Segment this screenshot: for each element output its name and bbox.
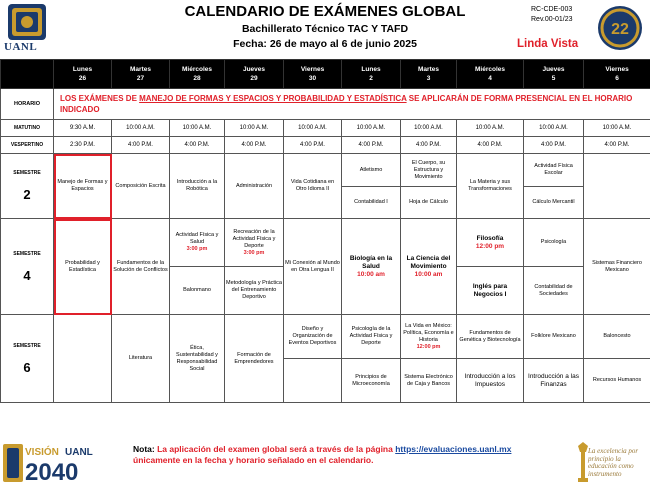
vision-uanl-word: UANL: [65, 447, 93, 458]
exam-cell: Baloncesto: [584, 315, 650, 359]
exam-cell: Balonmano: [170, 267, 225, 315]
exam-cell: Fundamentos de la Solución de Conflictos: [112, 219, 170, 315]
exam-cell: Biología en la Salud 10:00 am: [342, 219, 401, 315]
page-title: CALENDARIO DE EXÁMENES GLOBAL: [184, 3, 466, 20]
semester-4-row-a: [1, 219, 650, 267]
day-header-row: [1, 60, 650, 89]
time-cell: 10:00 A.M.: [342, 120, 401, 137]
vision-word: VISIÓN: [25, 447, 59, 458]
day-header: Lunes 26: [54, 60, 112, 89]
exam-cell: Formación de Emprendedores: [225, 315, 284, 403]
time-cell: 4:00 P.M.: [284, 137, 342, 154]
horario-label: HORARIO: [1, 89, 54, 120]
semester-6-row-a: [1, 315, 650, 359]
exam-cell: Psicología: [524, 219, 584, 267]
exam-cell: Filosofía 12:00 pm: [457, 219, 524, 267]
day-header: Martes 27: [112, 60, 170, 89]
vespertino-label: VESPERTINO: [1, 137, 54, 154]
semester-4-label: SEMESTRE 4: [1, 219, 54, 315]
time-cell: 4:00 P.M.: [401, 137, 457, 154]
vision-year: 2040: [25, 459, 79, 484]
exam-cell: Fundamentos de Genética y Biotecnología: [457, 315, 524, 359]
exam-cell: Diseño y Organización de Eventos Deportivos: [284, 315, 342, 359]
footer: [0, 438, 650, 487]
note-label: Nota:: [133, 444, 155, 454]
time-cell: 4:00 P.M.: [584, 137, 650, 154]
exam-cell: Introducción a los Impuestos: [457, 359, 524, 403]
exam-cell: Contabilidad de Sociedades: [524, 267, 584, 315]
uanl-logo-text: UANL: [4, 41, 38, 53]
exam-cell: El Cuerpo, su Estructura y Movimiento: [401, 154, 457, 187]
time-cell: 4:00 P.M.: [457, 137, 524, 154]
time-cell: 9:30 A.M.: [54, 120, 112, 137]
corner-cell: [1, 60, 54, 89]
exam-cell: La Materia y sus Transformaciones: [457, 154, 524, 219]
day-header: Viernes 6: [584, 60, 650, 89]
exam-cell: Recreación de la Actividad Física y Deporte 3:00 pm: [225, 219, 284, 267]
exam-cell: Introducción a la Robótica: [170, 154, 225, 219]
time-cell: 2:30 P.M.: [54, 137, 112, 154]
header: [0, 0, 650, 58]
horario-row: [1, 89, 650, 120]
footer-note: [133, 444, 511, 466]
exam-cell: [54, 315, 112, 403]
time-cell: 10:00 A.M.: [225, 120, 284, 137]
time-cell: 4:00 P.M.: [112, 137, 170, 154]
exam-cell: Ética, Sustentabilidad y Responsabilidad Social: [170, 315, 225, 403]
time-cell: 10:00 A.M.: [284, 120, 342, 137]
time-cell: 10:00 A.M.: [457, 120, 524, 137]
exam-cell: Recursos Humanos: [584, 359, 650, 403]
vespertino-row: [1, 137, 650, 154]
badge-number: 22: [611, 21, 629, 38]
exam-cell: Probabilidad y Estadística: [54, 219, 112, 315]
exam-cell: Composición Escrita: [112, 154, 170, 219]
exam-cell: Literatura: [112, 315, 170, 403]
anniversary-badge-logo: [596, 4, 644, 52]
exam-cell: Sistemas Financiero Mexicano: [584, 219, 650, 315]
exam-cell: Mi Conexión al Mundo en Otra Lengua II: [284, 219, 342, 315]
presential-notice: LOS EXÁMENES DE MANEJO DE FORMAS Y ESPACIOS Y PROBABILIDAD Y ESTADÍSTICA SE APLICARÁN DE FORMA PRESENCIAL EN EL HORARIO INDICADO: [54, 89, 650, 120]
time-cell: 4:00 P.M.: [225, 137, 284, 154]
exam-calendar-table: [0, 59, 650, 403]
exam-cell: Cálculo Mercantil: [524, 187, 584, 219]
day-header: Lunes 2: [342, 60, 401, 89]
time-cell: 10:00 A.M.: [112, 120, 170, 137]
exam-cell: Sistema Electrónico de Caja y Bancos: [401, 359, 457, 403]
exam-cell: [284, 359, 342, 403]
date-range: Fecha: 26 de mayo al 6 de junio 2025: [233, 38, 417, 50]
exam-cell: Principios de Microeconomía: [342, 359, 401, 403]
time-cell: 4:00 P.M.: [342, 137, 401, 154]
exam-cell: Folklore Mexicano: [524, 315, 584, 359]
exam-cell: Hoja de Cálculo: [401, 187, 457, 219]
matutino-label: MATUTINO: [1, 120, 54, 137]
exam-cell: Vida Cotidiana en Otro Idioma II: [284, 154, 342, 219]
semester-6-label: SEMESTRE 6: [1, 315, 54, 403]
vision-uanl-2040-logo: [3, 442, 98, 484]
time-cell: 4:00 P.M.: [524, 137, 584, 154]
note-text: La aplicación del examen global será a través de la página: [157, 444, 393, 454]
evaluaciones-link[interactable]: https://evaluaciones.uanl.mx: [395, 444, 512, 454]
document-code: [531, 5, 573, 25]
matutino-row: [1, 120, 650, 137]
time-cell: 10:00 A.M.: [584, 120, 650, 137]
time-cell: 4:00 P.M.: [170, 137, 225, 154]
uanl-motto: La excelencia por principio la educación como instrumento: [588, 447, 639, 478]
exam-cell: Metodología y Práctica del Entrenamiento Deportivo: [225, 267, 284, 315]
day-header: Martes 3: [401, 60, 457, 89]
time-cell: 10:00 A.M.: [401, 120, 457, 137]
day-header: Miércoles 28: [170, 60, 225, 89]
revision-line: Rev.00-01/23: [531, 16, 573, 23]
time-cell: 10:00 A.M.: [524, 120, 584, 137]
time-cell: 10:00 A.M.: [170, 120, 225, 137]
exam-cell: Contabilidad I: [342, 187, 401, 219]
code-line: RC-CDE-003: [531, 6, 573, 13]
exam-cell: Introducción a las Finanzas: [524, 359, 584, 403]
exam-cell: La Vida en México: Política, Economía e Historia 12:00 pm: [401, 315, 457, 359]
exam-cell: La Ciencia del Movimiento 10:00 am: [401, 219, 457, 315]
day-header: Jueves 5: [524, 60, 584, 89]
exam-cell: Actividad Física Escolar: [524, 154, 584, 187]
day-header: Viernes 30: [284, 60, 342, 89]
exam-cell: Psicología de la Actividad Física y Deporte: [342, 315, 401, 359]
page-subtitle: Bachillerato Técnico TAC Y TAFD: [241, 23, 409, 35]
campus-name: Linda Vista: [517, 38, 579, 50]
exam-cell: Atletismo: [342, 154, 401, 187]
semester-2-label: SEMESTRE 2: [1, 154, 54, 219]
day-header: Miércoles 4: [457, 60, 524, 89]
note-text-2: únicamente en la fecha y horario señalado en el calendario.: [133, 455, 374, 465]
exam-cell: Actividad Física y Salud 3:00 pm: [170, 219, 225, 267]
semester-2-row-a: [1, 154, 650, 187]
exam-cell: [584, 154, 650, 219]
exam-cell: Manejo de Formas y Espacios: [54, 154, 112, 219]
day-header: Jueves 29: [225, 60, 284, 89]
exam-cell: Inglés para Negocios I: [457, 267, 524, 315]
exam-cell: Administración: [225, 154, 284, 219]
